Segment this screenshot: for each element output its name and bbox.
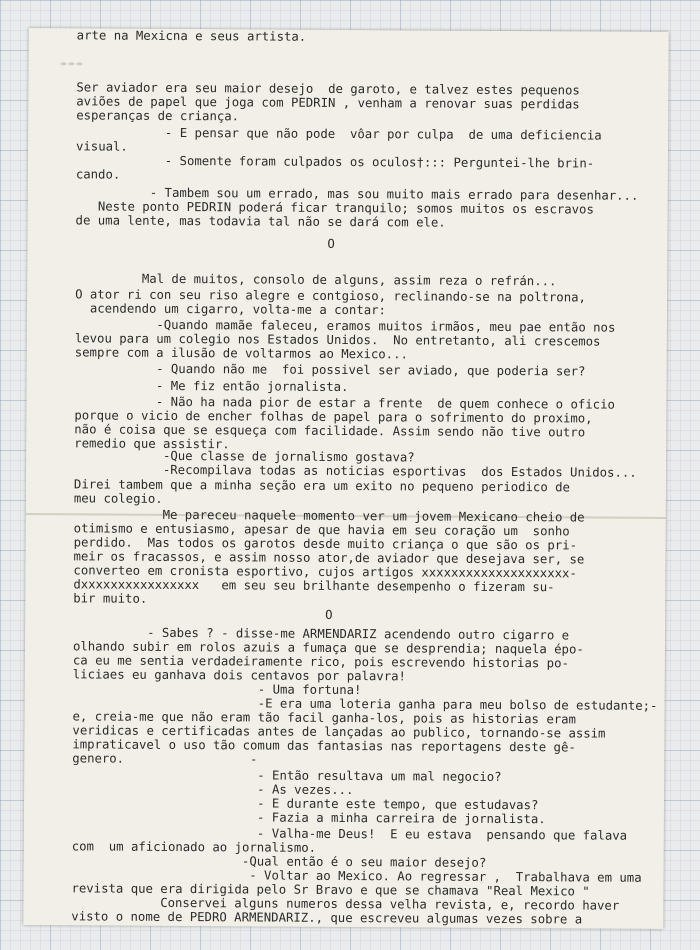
text-line: veridicas e certificadas antes de lançadas ao publico, tornando-se assim — [72, 723, 606, 741]
text-line: cando. — [75, 167, 121, 182]
punch-mark — [61, 62, 67, 65]
text-line: porque o vicio de encher folhas de papel para o sofrimento do proximo, — [74, 408, 593, 426]
text-line: visto o nome de PEDRO ARMENDARIZ., que escreveu algumas vezes sobre a — [71, 909, 583, 927]
text-line: meu colegio. — [73, 491, 163, 506]
typed-text — [29, 28, 669, 927]
section-separator: O — [325, 607, 333, 622]
text-line: arte na Mexicna e seus artista. — [76, 28, 307, 44]
text-line: - As vezes... — [72, 781, 354, 798]
text-line: - Valha-me Deus! E eu estava pensando que falava — [71, 825, 628, 843]
text-line: ca eu me sentia verdadeiramente rico, pois escrevendo historias po- — [72, 653, 569, 671]
text-line: O ator ri con seu riso alegre e contgioso, reclinando-se na poltrona, — [75, 287, 586, 305]
text-line: Neste ponto PEDRIN poderá ficar tranquilo; somos muitos os escravos — [75, 199, 594, 217]
text-line: -Recompilava todas as noticias esportivas dos Estados Unidos... — [74, 462, 637, 480]
text-line: Mal de muitos, consolo de alguns, assim reza o refrán... — [75, 271, 557, 289]
typewritten-page — [23, 28, 668, 929]
text-line: não é coisa que se esqueça com facilidade. Assim sendo não tive outro — [74, 422, 586, 440]
text-line: perdido. Mas todos os garotos desde muito criança o que são os pri- — [73, 535, 578, 553]
text-line: visual. — [75, 139, 128, 154]
text-line: revista que era dirigida pelo Sr Bravo e que se chamava "Real Mexico " — [71, 881, 590, 899]
text-line: -E era uma loteria ganha para meu bolso de estudante;- — [72, 695, 658, 713]
text-line: impraticavel o uso tão comum das fantasias nas reportagens deste gê- — [72, 737, 576, 755]
text-line: acendendo um cigarro, volta-me a contar: — [74, 301, 387, 318]
text-line: - Voltar ao Mexico. Ao regressar , Trabalhava em uma — [71, 867, 642, 885]
text-line: genero. - — [72, 751, 258, 767]
text-line: - E durante este tempo, que estudavas? — [71, 795, 539, 813]
text-line: Direi tambem que a minha seção era um exito no pequeno periodico de — [73, 477, 571, 495]
text-line: - Quando não me foi possivel ser aviado, que poderia ser? — [74, 361, 586, 379]
text-line: de uma lente, mas todavia tal não se dará com ele. — [75, 213, 446, 230]
punch-mark — [77, 62, 83, 65]
text-line: meir os fracassos, e assim nosso ator,de aviador que desejava ser, se — [73, 549, 585, 567]
text-line: levou para um colegio nos Estados Unidos. No entretanto, ali crescemos — [74, 331, 601, 349]
text-line: bir muito. — [73, 591, 148, 606]
text-line: otimismo e entusiasmo, apesar de que havia em seu coração um sonho — [73, 521, 570, 539]
text-line: Ser aviador era seu maior desejo de garoto, e talvez estes pequenos — [76, 80, 580, 98]
text-line: -Que classe de jornalismo gostava? — [74, 448, 415, 465]
text-line: - Tambem sou um errado, mas sou muito mais errado para desenhar... — [75, 185, 639, 203]
text-line: esperanças de criança. — [76, 108, 240, 124]
text-line: -Qual então é o seu maior desejo? — [71, 853, 487, 870]
text-line: com um aficionado ao jornalismo. — [71, 839, 317, 855]
text-line: olhando subir em rolos azuis a fumaça que se desprendia; naquela épo- — [72, 639, 584, 657]
text-line: liciaes eu ganhava dois centavos por palavra! — [72, 667, 406, 684]
text-line: - Me fiz então jornalista. — [74, 378, 349, 395]
text-line: - Uma fortuna! — [72, 681, 362, 698]
text-line: dxxxxxxxxxxxxxxxx em seu seu brilhante desempenho o fizeram su- — [73, 577, 555, 595]
punch-mark — [69, 62, 75, 65]
text-line: Conservei alguns numeros dessa velha revista, e, recordo haver — [71, 895, 620, 913]
text-line: - E pensar que não pode vôar por culpa de uma deficiencia — [76, 125, 602, 143]
text-line: - Então resultava um mal negocio? — [72, 767, 502, 784]
text-line: - Sabes ? - disse-me ARMENDARIZ acendendo outro cigarro e — [73, 625, 570, 643]
text-line: - Fazia a minha carreira de jornalista. — [71, 809, 546, 827]
text-line: Me pareceu naquele momento ver um jovem Mexicano cheio de — [73, 507, 585, 525]
text-line: remedio que assistir. — [74, 436, 230, 452]
text-line: - Somente foram culpados os oculos†::: Perguntei-lhe brin- — [75, 153, 595, 171]
text-line: e, creia-me que não eram tão facil ganha-los, pois as historias eram — [72, 709, 577, 727]
section-separator: O — [327, 236, 335, 251]
text-line: converteo em cronista esportivo, cujos artigos xxxxxxxxxxxxxxxxxxxx- — [73, 563, 577, 581]
text-line: aviões de papel que joga com PEDRIN , venham a renovar suas perdidas — [76, 94, 580, 112]
text-line: sempre com a ilusão de voltarmos ao Mexico... — [74, 345, 408, 362]
text-line: - Não ha nada pior de estar a frente de quem conhece o oficio — [74, 394, 615, 412]
text-line: -Quando mamãe faleceu, eramos muitos irmãos, meu pae então nos — [74, 317, 616, 335]
